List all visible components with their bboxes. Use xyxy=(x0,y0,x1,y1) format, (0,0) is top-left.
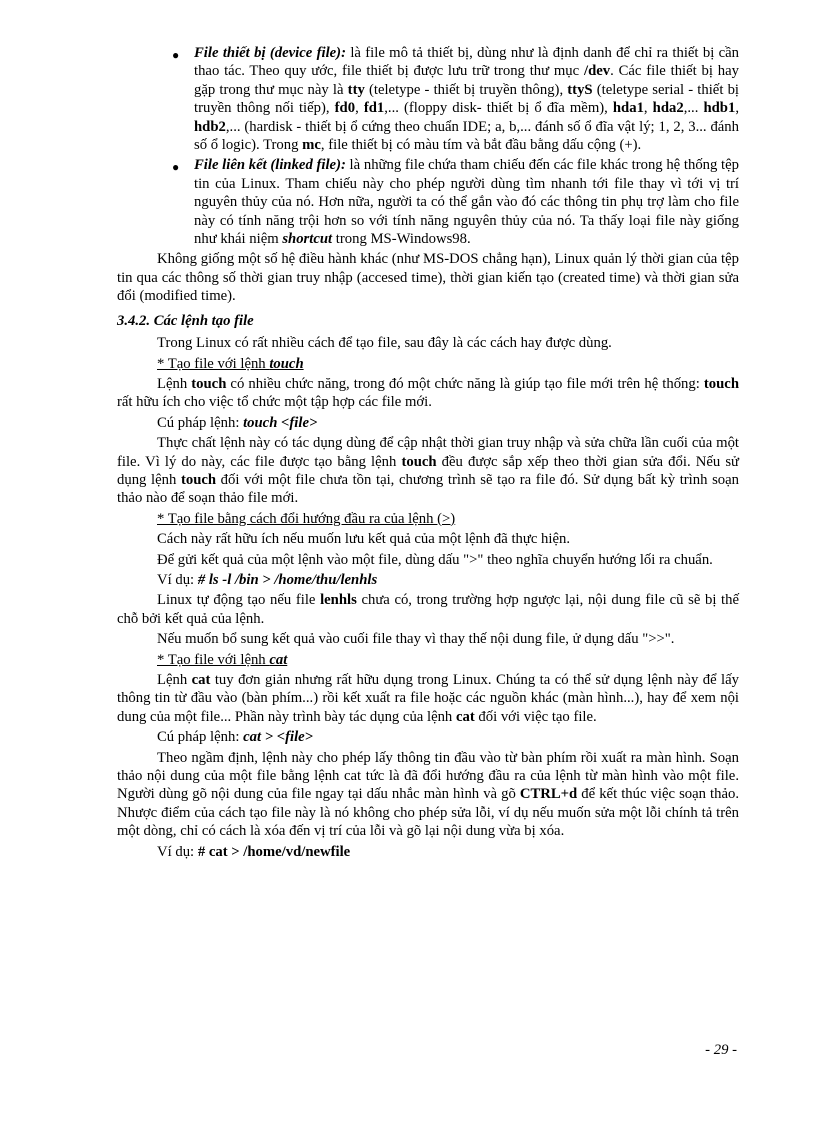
text-run: (teletype serial - thiết bị truyền thông nối tiếp), xyxy=(194,81,739,117)
text-run: ,... (floppy disk- thiết bị ổ đĩa mềm), xyxy=(384,100,613,117)
cat-example: Ví dụ: # cat > /home/vd/newfile xyxy=(157,843,351,860)
text-run: , xyxy=(643,100,653,117)
text-run: hda1 xyxy=(612,100,644,117)
text-run: Theo ngầm định, lệnh này cho phép lấy thông tin đầu vào từ bàn phím rồi xuất ra màn hình. Soạn thảo nội dung của một file bằng lệnh cat tức là đã đổi hướng đầu ra của lệnh từ màn hình vào một file. Người dùng gõ nội dung của file ngay tại dấu nhắc màn hình và gõ xyxy=(117,749,739,803)
text-run: Linux tự động tạo nếu file xyxy=(157,592,321,609)
text-run: ,... xyxy=(683,100,704,117)
text-run: ,... (hardisk - thiết bị ổ cứng theo chuẩn IDE; a, b,... đánh số ổ đĩa vật lý; 1, 2, 3... đánh số ổ logic). Trong xyxy=(194,118,739,154)
redirect-example: Ví dụ: # ls -l /bin > /home/thu/lenhls xyxy=(157,571,378,588)
text-run: có nhiều chức năng, trong đó một chức năng là giúp tạo file mới trên hệ thống: xyxy=(226,375,704,392)
text-run: cat xyxy=(191,672,211,688)
text-run: đối với việc tạo file. xyxy=(474,708,597,725)
bullet-term: File thiết bị (device file): xyxy=(194,45,346,61)
bullet-linked-file xyxy=(117,156,739,248)
bullet-dot-icon: ● xyxy=(172,160,180,175)
bullet-term: File liên kết (linked file): xyxy=(194,157,346,174)
text-run: đối với một file chưa tồn tại, chương trình sẽ tạo ra file đó. Sử dụng bất kỳ trình soạn thảo nào để soạn thảo file mới. xyxy=(117,471,739,507)
bullet-text xyxy=(194,45,739,153)
text-run: (teletype - thiết bị truyền thông), xyxy=(364,81,568,98)
page-content xyxy=(117,44,739,863)
text-run: để kết thúc việc soạn thảo. Nhược điểm của cách tạo file này là nó không cho phép sửa lỗi, ví dụ nếu muốn sửa một lỗi chính tả trên một dòng, chỉ có cách là xóa đến vị trí của lỗi và gõ lại nội dung vừa bị xóa. xyxy=(117,786,740,840)
touch-details xyxy=(117,434,739,508)
text-run: rất hữu ích cho việc tổ chức một tập hợp các file mới. xyxy=(117,394,432,411)
section-heading: 3.4.2. Các lệnh tạo file xyxy=(117,312,254,329)
text-run: tty xyxy=(347,81,365,98)
subheading-touch: * Tạo file với lệnh touch xyxy=(157,355,304,372)
text-run: trong MS-Windows98. xyxy=(332,231,471,248)
text-run: đều được sắp xếp theo thời gian sửa đổi. Nếu sử dụng lệnh xyxy=(117,453,739,488)
text-run: fd0 xyxy=(334,100,356,117)
text-run: là file mô tả thiết bị, dùng như là định danh để chỉ ra thiết bị cần thao tác. Theo quy ước, file thiết bị được lưu trữ trong thư mục xyxy=(194,45,740,80)
touch-description xyxy=(117,375,739,412)
text-run: , xyxy=(735,100,739,117)
redirect-usage: Để gửi kết quả của một lệnh vào một file, dùng dấu ">" theo nghĩa chuyển hướng lối ra chuẩn. xyxy=(157,551,713,568)
text-run: chưa có, trong trường hợp ngược lại, nội dung file cũ sẽ bị thế chỗ bởi kết quả của lệnh. xyxy=(117,592,739,627)
bullet-dot-icon: ● xyxy=(172,48,180,62)
redirect-description: Cách này rất hữu ích nếu muốn lưu kết quả của một lệnh đã thực hiện. xyxy=(157,531,570,548)
bullet-device-file xyxy=(117,44,739,154)
text-run: hda2 xyxy=(652,100,684,117)
redirect-auto-create xyxy=(117,591,739,628)
subheading-cat: * Tạo file với lệnh cat xyxy=(157,651,288,668)
text-run: Lệnh xyxy=(157,672,192,688)
text-run: Lệnh xyxy=(157,375,192,392)
text-run: là những file chứa tham chiếu đến các file khác trong hệ thống tệp tin của Linux. Tham chiếu này cho phép người dùng tìm nhanh tới file thay vì tới vị trí nguyên thủy của nó. Hơn nữa, người ta có thể gắn vào đó các thông tin phụ trợ làm cho file này có tính năng trội hơn so với tính năng nguyên thủy của nó. Ta thấy loại file này giống như khái niệm xyxy=(194,157,739,248)
text-run: fd1 xyxy=(363,100,385,117)
cat-syntax: Cú pháp lệnh: cat > <file> xyxy=(157,729,314,746)
cat-description xyxy=(117,671,739,726)
file-type-bullet-list xyxy=(117,44,739,248)
time-attributes-paragraph: Không giống một số hệ điều hành khác (như MS-DOS chẳng hạn), Linux quản lý thời gian của tệp tin qua các thông số thời gian truy nhập (accesed time), thời gian kiến tạo (created time) và thời gian sửa đổi (modified time). xyxy=(117,251,739,305)
text-run: tuy đơn giản nhưng rất hữu dụng trong Linux. Chúng ta có thể sử dụng lệnh này để lấy thông tin từ đầu vào (bàn phím...) rồi kết xuất ra file hoặc các nguồn khác (màn hình...), hay để xem nội dung của một file... Phần này trình bày tác dụng của lệnh xyxy=(117,672,740,725)
text-run: , xyxy=(355,100,364,117)
text-run: touch xyxy=(191,375,227,392)
redirect-append-note: Nếu muốn bổ sung kết quả vào cuối file thay vì thay thế nội dung file, ử dụng dấu ">>". xyxy=(157,631,675,648)
text-run: ttyS xyxy=(567,81,593,98)
text-run: touch xyxy=(703,375,739,392)
page-number: - 29 - xyxy=(705,1042,737,1058)
text-run: touch xyxy=(401,453,437,470)
cat-details xyxy=(117,749,739,841)
text-run: hdb2 xyxy=(194,118,226,135)
text-run: . Các file thiết bị hay gặp trong thư mục này là xyxy=(194,63,739,98)
text-run: , file thiết bị có màu tím và bắt đầu bằng dấu cộng (+). xyxy=(320,137,642,154)
subheading-redirect: * Tạo file bằng cách đổi hướng đầu ra của lệnh (>) xyxy=(157,510,456,527)
text-run: touch xyxy=(180,471,217,488)
text-run: cat xyxy=(455,708,475,725)
text-run: lenhls xyxy=(320,592,357,609)
text-run: hdb1 xyxy=(703,100,736,117)
touch-syntax: Cú pháp lệnh: touch <file> xyxy=(157,414,318,431)
text-run: Thực chất lệnh này có tác dụng dùng để cập nhật thời gian truy nhập và sửa chữa lần cuối của một file. Vì lý do này, các file được tạo bằng lệnh xyxy=(117,435,739,470)
text-run: /dev xyxy=(584,63,611,80)
text-run: CTRL+d xyxy=(519,786,578,803)
section-intro: Trong Linux có rất nhiều cách để tạo file, sau đây là các cách hay được dùng. xyxy=(157,335,612,352)
text-run: mc xyxy=(302,137,321,154)
text-run: shortcut xyxy=(282,231,333,248)
